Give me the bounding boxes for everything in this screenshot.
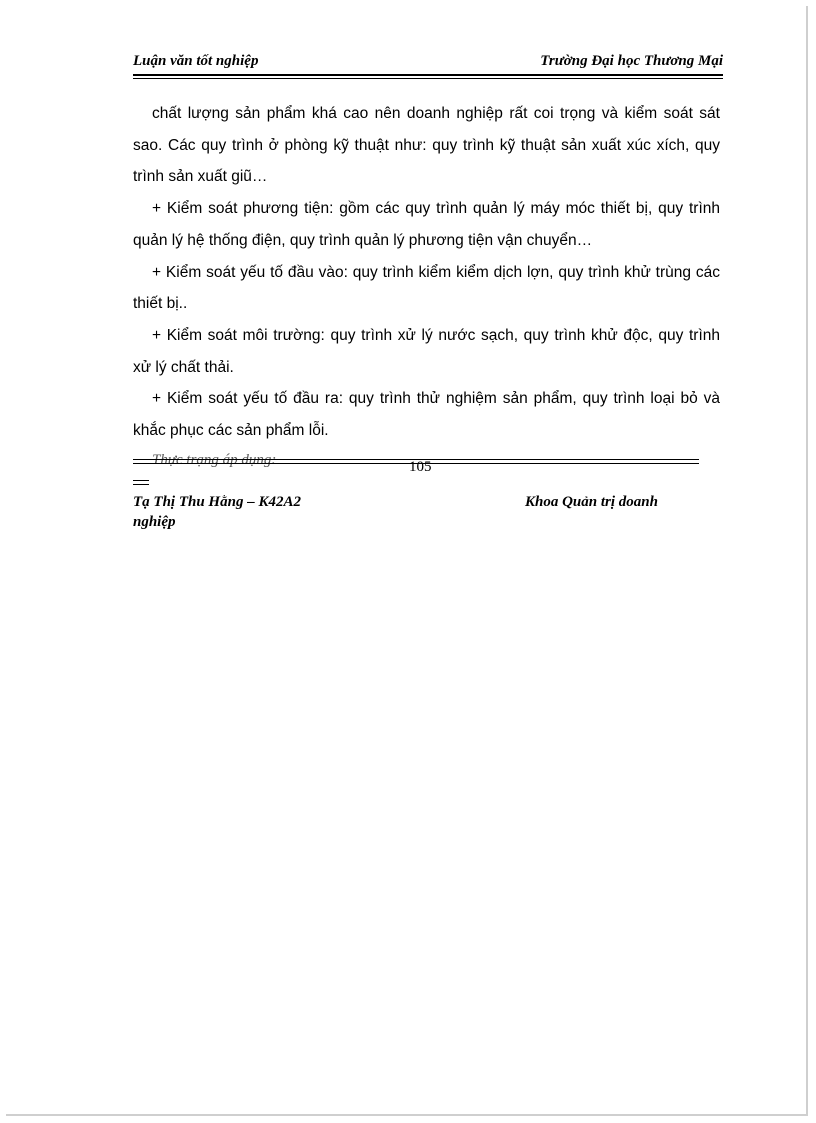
paragraph-outputs: + Kiểm soát yếu tố đầu ra: quy trình thử nghiệm sản phẩm, quy trình loại bỏ và khắc phục các sản phẩm lỗi.	[133, 390, 720, 440]
footer-author: Tạ Thị Thu Hằng – K42A2	[133, 494, 301, 510]
header-thesis-label: Luận văn tốt nghiệp	[133, 53, 259, 69]
page-header	[133, 51, 723, 73]
footer-rule	[133, 484, 149, 485]
footer-faculty-wrap: nghiệp	[133, 514, 176, 530]
header-rule	[133, 74, 723, 76]
paragraph-environment: + Kiểm soát môi trường: quy trình xử lý nước sạch, quy trình khử độc, quy trình xử lý chất thải.	[133, 326, 720, 376]
header-university-label: Trường Đại học Thương Mại	[540, 53, 723, 69]
paragraph-facilities: + Kiểm soát phương tiện: gồm các quy trình quản lý máy móc thiết bị, quy trình quản lý hệ thống điện, quy trình quản lý phương tiện vận chuyển…	[133, 200, 720, 249]
paragraph-inputs: + Kiểm soát yếu tố đầu vào: quy trình kiểm kiểm dịch lợn, quy trình khử trùng các thiết bị..	[133, 263, 720, 313]
paragraph-quality: chất lượng sản phẩm khá cao nên doanh nghiệp rất coi trọng và kiểm soát sát sao. Các quy trình ở phòng kỹ thuật như: quy trình kỹ thuật sản xuất xúc xích, quy trình sản xuất giũ…	[133, 105, 720, 186]
footer-rule	[133, 480, 149, 481]
header-rule-thin	[133, 78, 723, 79]
struck-heading-text: Thực trạng áp dụng:	[152, 452, 277, 468]
body-text	[133, 98, 720, 447]
page-number: 105	[409, 459, 432, 475]
footer-faculty: Khoa Quản trị doanh	[525, 494, 658, 510]
